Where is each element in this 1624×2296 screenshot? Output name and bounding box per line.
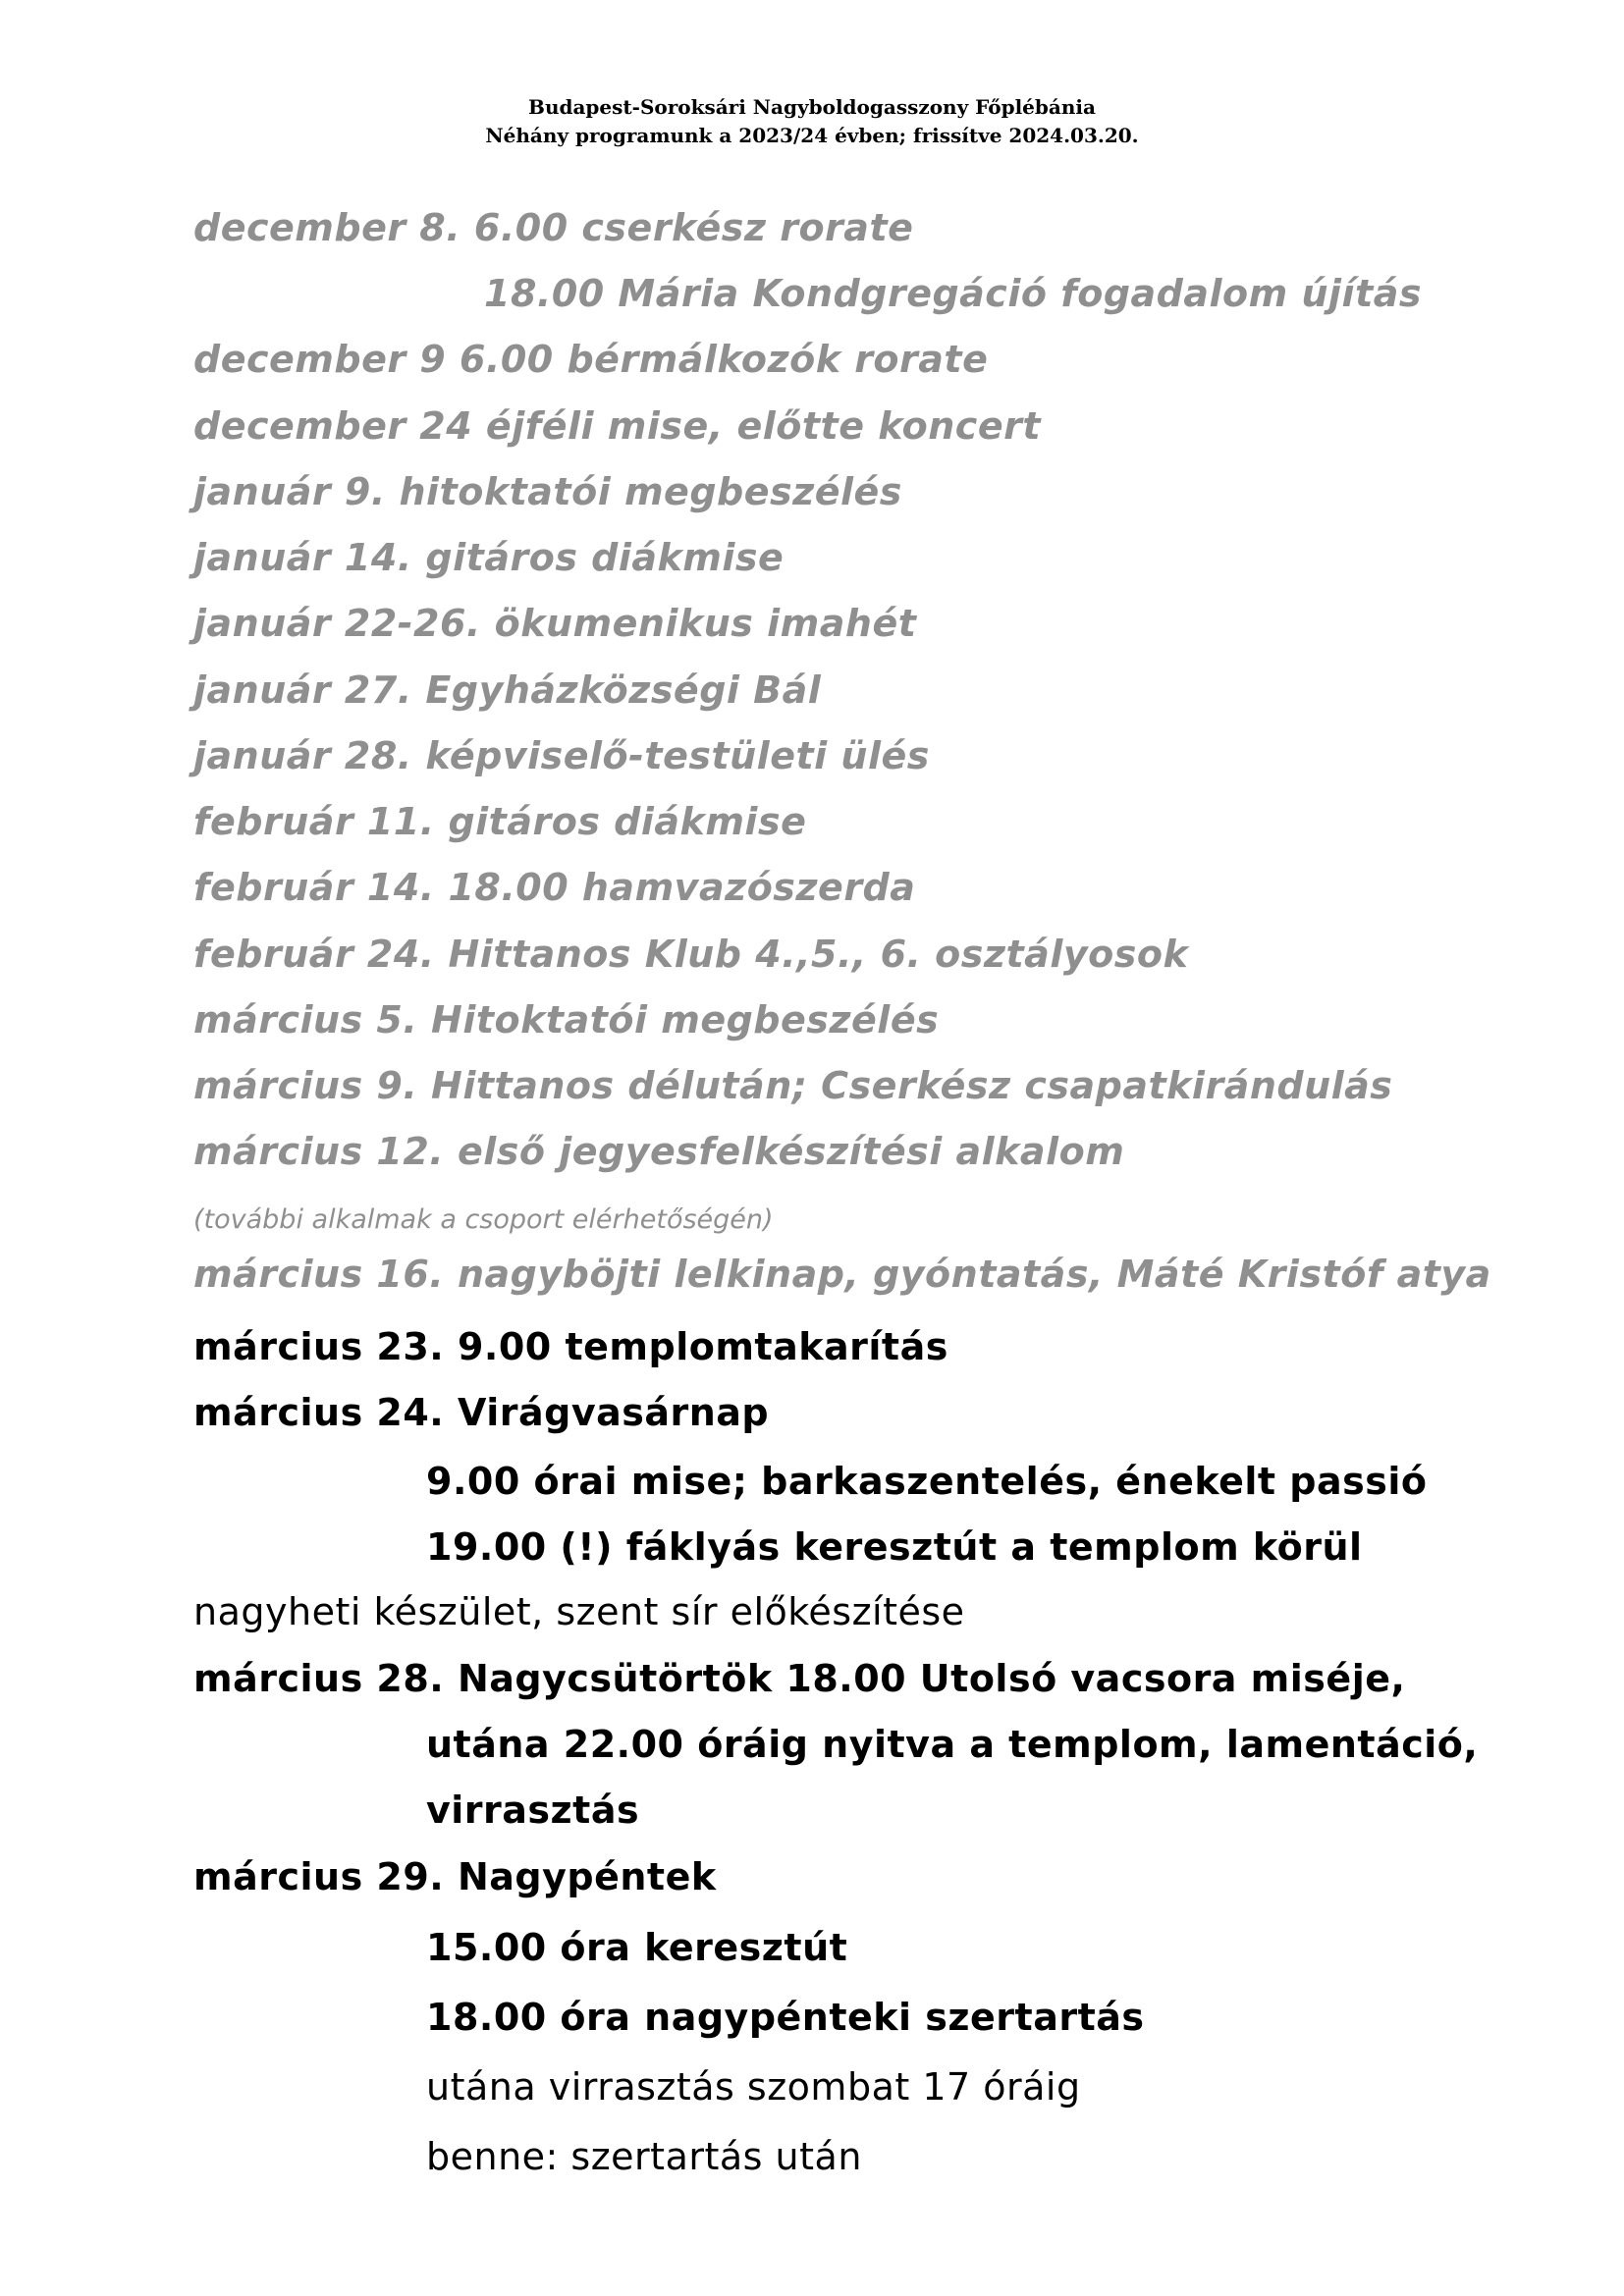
event-line: március 9. Hittanos délután; Cserkész csapatkirándulás — [193, 1064, 1393, 1107]
event-line: január 9. hitoktatói megbeszélés — [193, 470, 902, 513]
event-line: 15.00 óra keresztút — [426, 1926, 848, 1969]
document-header — [0, 93, 1624, 150]
event-line: 18.00 óra nagypénteki szertartás — [426, 1996, 1145, 2039]
event-line: január 22-26. ökumenikus imahét — [193, 602, 917, 645]
event-line: március 28. Nagycsütörtök 18.00 Utolsó vacsora miséje, — [193, 1657, 1406, 1700]
event-line: március 5. Hitoktatói megbeszélés — [193, 998, 940, 1041]
event-line: március 24. Virágvasárnap — [193, 1391, 770, 1434]
event-line: február 14. 18.00 hamvazószerda — [193, 866, 916, 909]
event-line: március 16. nagyböjti lelkinap, gyóntatás, Máté Kristóf atya — [193, 1253, 1491, 1296]
event-line: 19.00 (!) fáklyás keresztút a templom körül — [426, 1525, 1363, 1569]
event-line: virrasztás — [426, 1789, 640, 1832]
event-line: február 24. Hittanos Klub 4.,5., 6. osztályosok — [193, 933, 1189, 976]
event-line: utána virrasztás szombat 17 óráig — [426, 2065, 1081, 2109]
event-line: utána 22.00 óráig nyitva a templom, lamentáció, — [426, 1723, 1479, 1766]
event-note: (további alkalmak a csoport elérhetőségén) — [193, 1204, 774, 1235]
event-line: március 29. Nagypéntek — [193, 1855, 717, 1898]
event-line: január 27. Egyházközségi Bál — [193, 668, 822, 712]
event-line: benne: szertartás után — [426, 2135, 862, 2178]
event-line: nagyheti készület, szent sír előkészítése — [193, 1590, 965, 1633]
event-line: december 8. 6.00 cserkész rorate — [193, 206, 914, 249]
event-line: január 28. képviselő-testületi ülés — [193, 734, 930, 777]
event-line: 18.00 Mária Kondgregáció fogadalom újítás — [484, 272, 1423, 315]
event-line: március 12. első jegyesfelkészítési alkalom — [193, 1130, 1125, 1173]
event-line: március 23. 9.00 templomtakarítás — [193, 1325, 948, 1368]
program-subtitle: Néhány programunk a 2023/24 évben; frissítve 2024.03.20. — [485, 124, 1139, 147]
event-line: január 14. gitáros diákmise — [193, 536, 785, 579]
event-line: december 9 6.00 bérmálkozók rorate — [193, 338, 989, 381]
event-line: 9.00 órai mise; barkaszentelés, énekelt passió — [426, 1460, 1428, 1503]
event-line: december 24 éjféli mise, előtte koncert — [193, 404, 1041, 448]
event-line: február 11. gitáros diákmise — [193, 800, 807, 843]
parish-title: Budapest-Soroksári Nagyboldogasszony Főplébánia — [528, 95, 1096, 119]
